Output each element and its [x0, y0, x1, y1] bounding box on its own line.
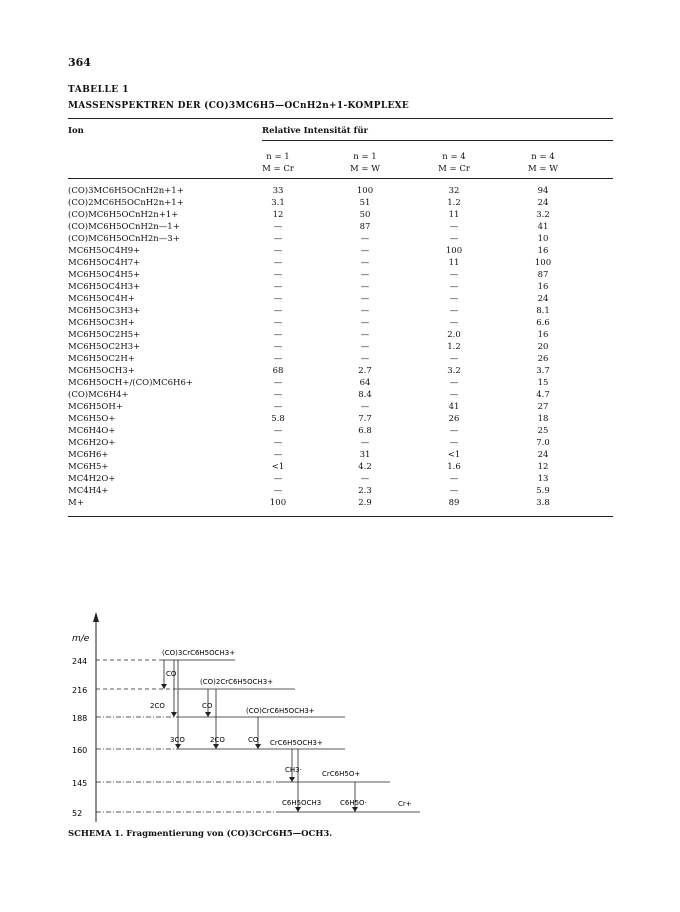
ion-formula: M+ — [68, 498, 84, 508]
intensity-value: 3.2 — [536, 210, 550, 220]
col1-n: n = 1 — [266, 152, 290, 162]
ion-formula: (CO)MC6H4+ — [68, 390, 129, 400]
col2-n: n = 1 — [353, 152, 377, 162]
intensity-value: 100 — [269, 498, 287, 508]
intensity-value: — — [360, 306, 370, 316]
intensity-value: — — [449, 426, 459, 436]
intensity-value: 20 — [537, 342, 549, 352]
header-ion: Ion — [68, 126, 84, 136]
loss-3co: 3CO — [170, 736, 185, 744]
intensity-value: — — [273, 330, 283, 340]
loss-2co-2: 2CO — [210, 736, 225, 744]
intensity-value: — — [449, 390, 459, 400]
species-c6h5o: C6H5O· — [340, 799, 367, 807]
intensity-value: — — [273, 258, 283, 268]
intensity-value: — — [273, 378, 283, 388]
species-216: (CO)2CrC6H5OCH3+ — [200, 678, 274, 686]
ion-formula: MC6H5O+ — [68, 414, 116, 424]
arrow-52b-icon — [352, 807, 358, 812]
intensity-value: 68 — [272, 366, 284, 376]
intensity-value: 31 — [359, 450, 371, 460]
ion-formula: (CO)MC6H5OCnH2n—3+ — [68, 234, 180, 244]
level-188: 188 — [72, 714, 88, 723]
intensity-value: <1 — [447, 450, 461, 460]
ion-formula: MC6H5OH+ — [68, 402, 123, 412]
intensity-value: — — [273, 450, 283, 460]
ion-formula: MC6H5OC4H7+ — [68, 258, 141, 268]
level-216: 216 — [72, 686, 88, 695]
ion-formula: (CO)2MC6H5OCnH2n+1+ — [68, 198, 184, 208]
intensity-value: — — [449, 222, 459, 232]
intensity-value: 16 — [537, 282, 549, 292]
ion-formula: (CO)3MC6H5OCnH2n+1+ — [68, 186, 184, 196]
intensity-value: 3.1 — [271, 198, 285, 208]
arrow-52a-icon — [295, 807, 301, 812]
species-145: CrC6H5O+ — [322, 770, 361, 778]
intensity-value: — — [273, 294, 283, 304]
level-244: 244 — [72, 657, 88, 666]
ion-formula: MC6H5OC2H+ — [68, 354, 135, 364]
loss-2co-1: 2CO — [150, 702, 165, 710]
level-145: 145 — [72, 779, 88, 788]
intensity-value: 5.8 — [271, 414, 285, 424]
intensity-value: — — [449, 474, 459, 484]
ion-formula: MC4H2O+ — [68, 474, 116, 484]
intensity-value: 41 — [537, 222, 549, 232]
ion-formula: MC6H5OCH+/(CO)MC6H6+ — [68, 378, 193, 388]
intensity-value: 11 — [448, 210, 460, 220]
intensity-value: 2.7 — [358, 366, 372, 376]
ion-formula: MC6H5OC2H3+ — [68, 342, 141, 352]
intensity-value: 100 — [445, 246, 463, 256]
intensity-value: — — [360, 474, 370, 484]
level-160: 160 — [72, 746, 88, 755]
intensity-value: — — [273, 486, 283, 496]
intensity-value: — — [360, 246, 370, 256]
ion-formula: MC6H5OC4H3+ — [68, 282, 141, 292]
intensity-value: 7.7 — [358, 414, 372, 424]
intensity-value: — — [360, 282, 370, 292]
col3-m: M = Cr — [438, 164, 470, 174]
intensity-value: — — [273, 282, 283, 292]
intensity-value: — — [360, 294, 370, 304]
intensity-value: 12 — [272, 210, 284, 220]
col4-n: n = 4 — [531, 152, 555, 162]
loss-co-1: CO — [166, 670, 177, 678]
intensity-value: 5.9 — [536, 486, 550, 496]
intensity-value: 6.8 — [358, 426, 372, 436]
intensity-value: 33 — [272, 186, 284, 196]
intensity-value: — — [449, 438, 459, 448]
col3-n: n = 4 — [442, 152, 466, 162]
header-relative-intensity: Relative Intensität für — [262, 126, 368, 136]
intensity-value: 27 — [537, 402, 549, 412]
intensity-value: — — [273, 402, 283, 412]
arrow-160a-icon — [175, 744, 181, 749]
intensity-value: 12 — [537, 462, 549, 472]
species-c6h5och3: C6H5OCH3 — [282, 799, 322, 807]
intensity-value: — — [449, 306, 459, 316]
intensity-value: — — [360, 270, 370, 280]
intensity-value: 100 — [534, 258, 552, 268]
ion-formula: MC6H5+ — [68, 462, 109, 472]
ion-formula: MC6H5OC4H+ — [68, 294, 135, 304]
intensity-value: 1.6 — [447, 462, 461, 472]
intensity-value: 100 — [356, 186, 374, 196]
axis-label: m/e — [72, 634, 90, 644]
axis-arrow-icon — [93, 612, 99, 622]
species-244: (CO)3CrC6H5OCH3+ — [162, 649, 236, 657]
intensity-value: — — [449, 234, 459, 244]
ion-formula: MC6H4O+ — [68, 426, 116, 436]
intensity-value: — — [273, 474, 283, 484]
intensity-value: 2.9 — [358, 498, 372, 508]
intensity-value: 89 — [448, 498, 460, 508]
intensity-value: — — [273, 222, 283, 232]
intensity-value: — — [273, 342, 283, 352]
intensity-value: 24 — [537, 450, 549, 460]
col4-m: M = W — [528, 164, 558, 174]
intensity-value: 16 — [537, 330, 549, 340]
intensity-value: — — [273, 306, 283, 316]
intensity-value: 64 — [359, 378, 371, 388]
intensity-value: 10 — [537, 234, 549, 244]
arrow-188b-icon — [205, 712, 211, 717]
ion-formula: MC6H2O+ — [68, 438, 116, 448]
ion-formula: MC6H5OC4H9+ — [68, 246, 141, 256]
intensity-value: — — [360, 438, 370, 448]
ion-formula: MC6H5OC4H5+ — [68, 270, 141, 280]
intensity-value: — — [273, 354, 283, 364]
table-title: MASSENSPEKTREN DER (CO)3MC6H5—OCnH2n+1-KOMPLEXE — [68, 101, 410, 111]
ion-formula: MC4H4+ — [68, 486, 109, 496]
col1-m: M = Cr — [262, 164, 294, 174]
table-label: TABELLE 1 — [68, 85, 130, 95]
intensity-value: 8.4 — [358, 390, 372, 400]
intensity-value: 25 — [537, 426, 549, 436]
intensity-value: — — [273, 426, 283, 436]
intensity-value: 8.1 — [536, 306, 550, 316]
intensity-value: — — [360, 354, 370, 364]
intensity-value: — — [449, 282, 459, 292]
intensity-value: 24 — [537, 198, 549, 208]
intensity-value: 16 — [537, 246, 549, 256]
loss-ch3: CH3· — [285, 766, 302, 774]
intensity-value: — — [360, 342, 370, 352]
ion-formula: MC6H5OCH3+ — [68, 366, 135, 376]
intensity-value: — — [360, 330, 370, 340]
intensity-value: 3.2 — [447, 366, 461, 376]
intensity-value: 50 — [359, 210, 371, 220]
intensity-value: <1 — [271, 462, 285, 472]
ion-formula: MC6H5OC2H5+ — [68, 330, 141, 340]
intensity-value: 2.0 — [447, 330, 461, 340]
loss-co-3: CO — [248, 736, 259, 744]
intensity-value: — — [273, 270, 283, 280]
loss-co-2: CO — [202, 702, 213, 710]
level-52: 52 — [72, 809, 83, 818]
species-cr: Cr+ — [398, 800, 412, 808]
arrow-145-icon — [289, 777, 295, 782]
intensity-value: 26 — [448, 414, 460, 424]
species-160: CrC6H5OCH3+ — [270, 739, 323, 747]
intensity-value: — — [273, 438, 283, 448]
intensity-value: 13 — [537, 474, 549, 484]
intensity-value: 4.2 — [358, 462, 372, 472]
intensity-value: 87 — [537, 270, 549, 280]
intensity-value: 26 — [537, 354, 549, 364]
intensity-value: 1.2 — [447, 198, 461, 208]
intensity-value: — — [273, 246, 283, 256]
intensity-value: — — [360, 258, 370, 268]
arrow-160c-icon — [255, 744, 261, 749]
intensity-value: 18 — [537, 414, 549, 424]
intensity-value: — — [449, 354, 459, 364]
intensity-value: — — [273, 318, 283, 328]
ion-formula: (CO)MC6H5OCnH2n—1+ — [68, 222, 180, 232]
intensity-value: 51 — [359, 198, 371, 208]
ion-formula: MC6H6+ — [68, 450, 109, 460]
intensity-value: — — [360, 234, 370, 244]
arrow-216-icon — [161, 684, 167, 689]
intensity-value: 3.8 — [536, 498, 550, 508]
intensity-value: 41 — [448, 402, 460, 412]
intensity-value: — — [273, 234, 283, 244]
intensity-value: 24 — [537, 294, 549, 304]
intensity-value: 32 — [448, 186, 460, 196]
intensity-value: — — [449, 270, 459, 280]
intensity-value: 2.3 — [358, 486, 372, 496]
intensity-value: — — [449, 486, 459, 496]
intensity-value: 6.6 — [536, 318, 550, 328]
intensity-value: — — [449, 318, 459, 328]
intensity-value: 1.2 — [447, 342, 461, 352]
intensity-value: 7.0 — [536, 438, 550, 448]
intensity-value: 11 — [448, 258, 460, 268]
intensity-value: — — [449, 378, 459, 388]
intensity-value: 4.7 — [536, 390, 550, 400]
intensity-value: — — [360, 318, 370, 328]
col2-m: M = W — [350, 164, 380, 174]
scheme-caption: SCHEMA 1. Fragmentierung von (CO)3CrC6H5—OCH3. — [68, 829, 333, 839]
intensity-value: 87 — [359, 222, 371, 232]
ion-formula: (CO)MC6H5OCnH2n+1+ — [68, 210, 179, 220]
species-188: (CO)CrC6H5OCH3+ — [246, 707, 315, 715]
arrow-188-icon — [171, 712, 177, 717]
intensity-value: — — [449, 294, 459, 304]
intensity-value: 3.7 — [536, 366, 550, 376]
intensity-value: — — [360, 402, 370, 412]
arrow-160b-icon — [213, 744, 219, 749]
ion-formula: MC6H5OC3H+ — [68, 318, 135, 328]
intensity-value: — — [273, 390, 283, 400]
intensity-value: 15 — [537, 378, 549, 388]
ion-formula: MC6H5OC3H3+ — [68, 306, 141, 316]
intensity-value: 94 — [537, 186, 549, 196]
page-number: 364 — [68, 56, 91, 69]
